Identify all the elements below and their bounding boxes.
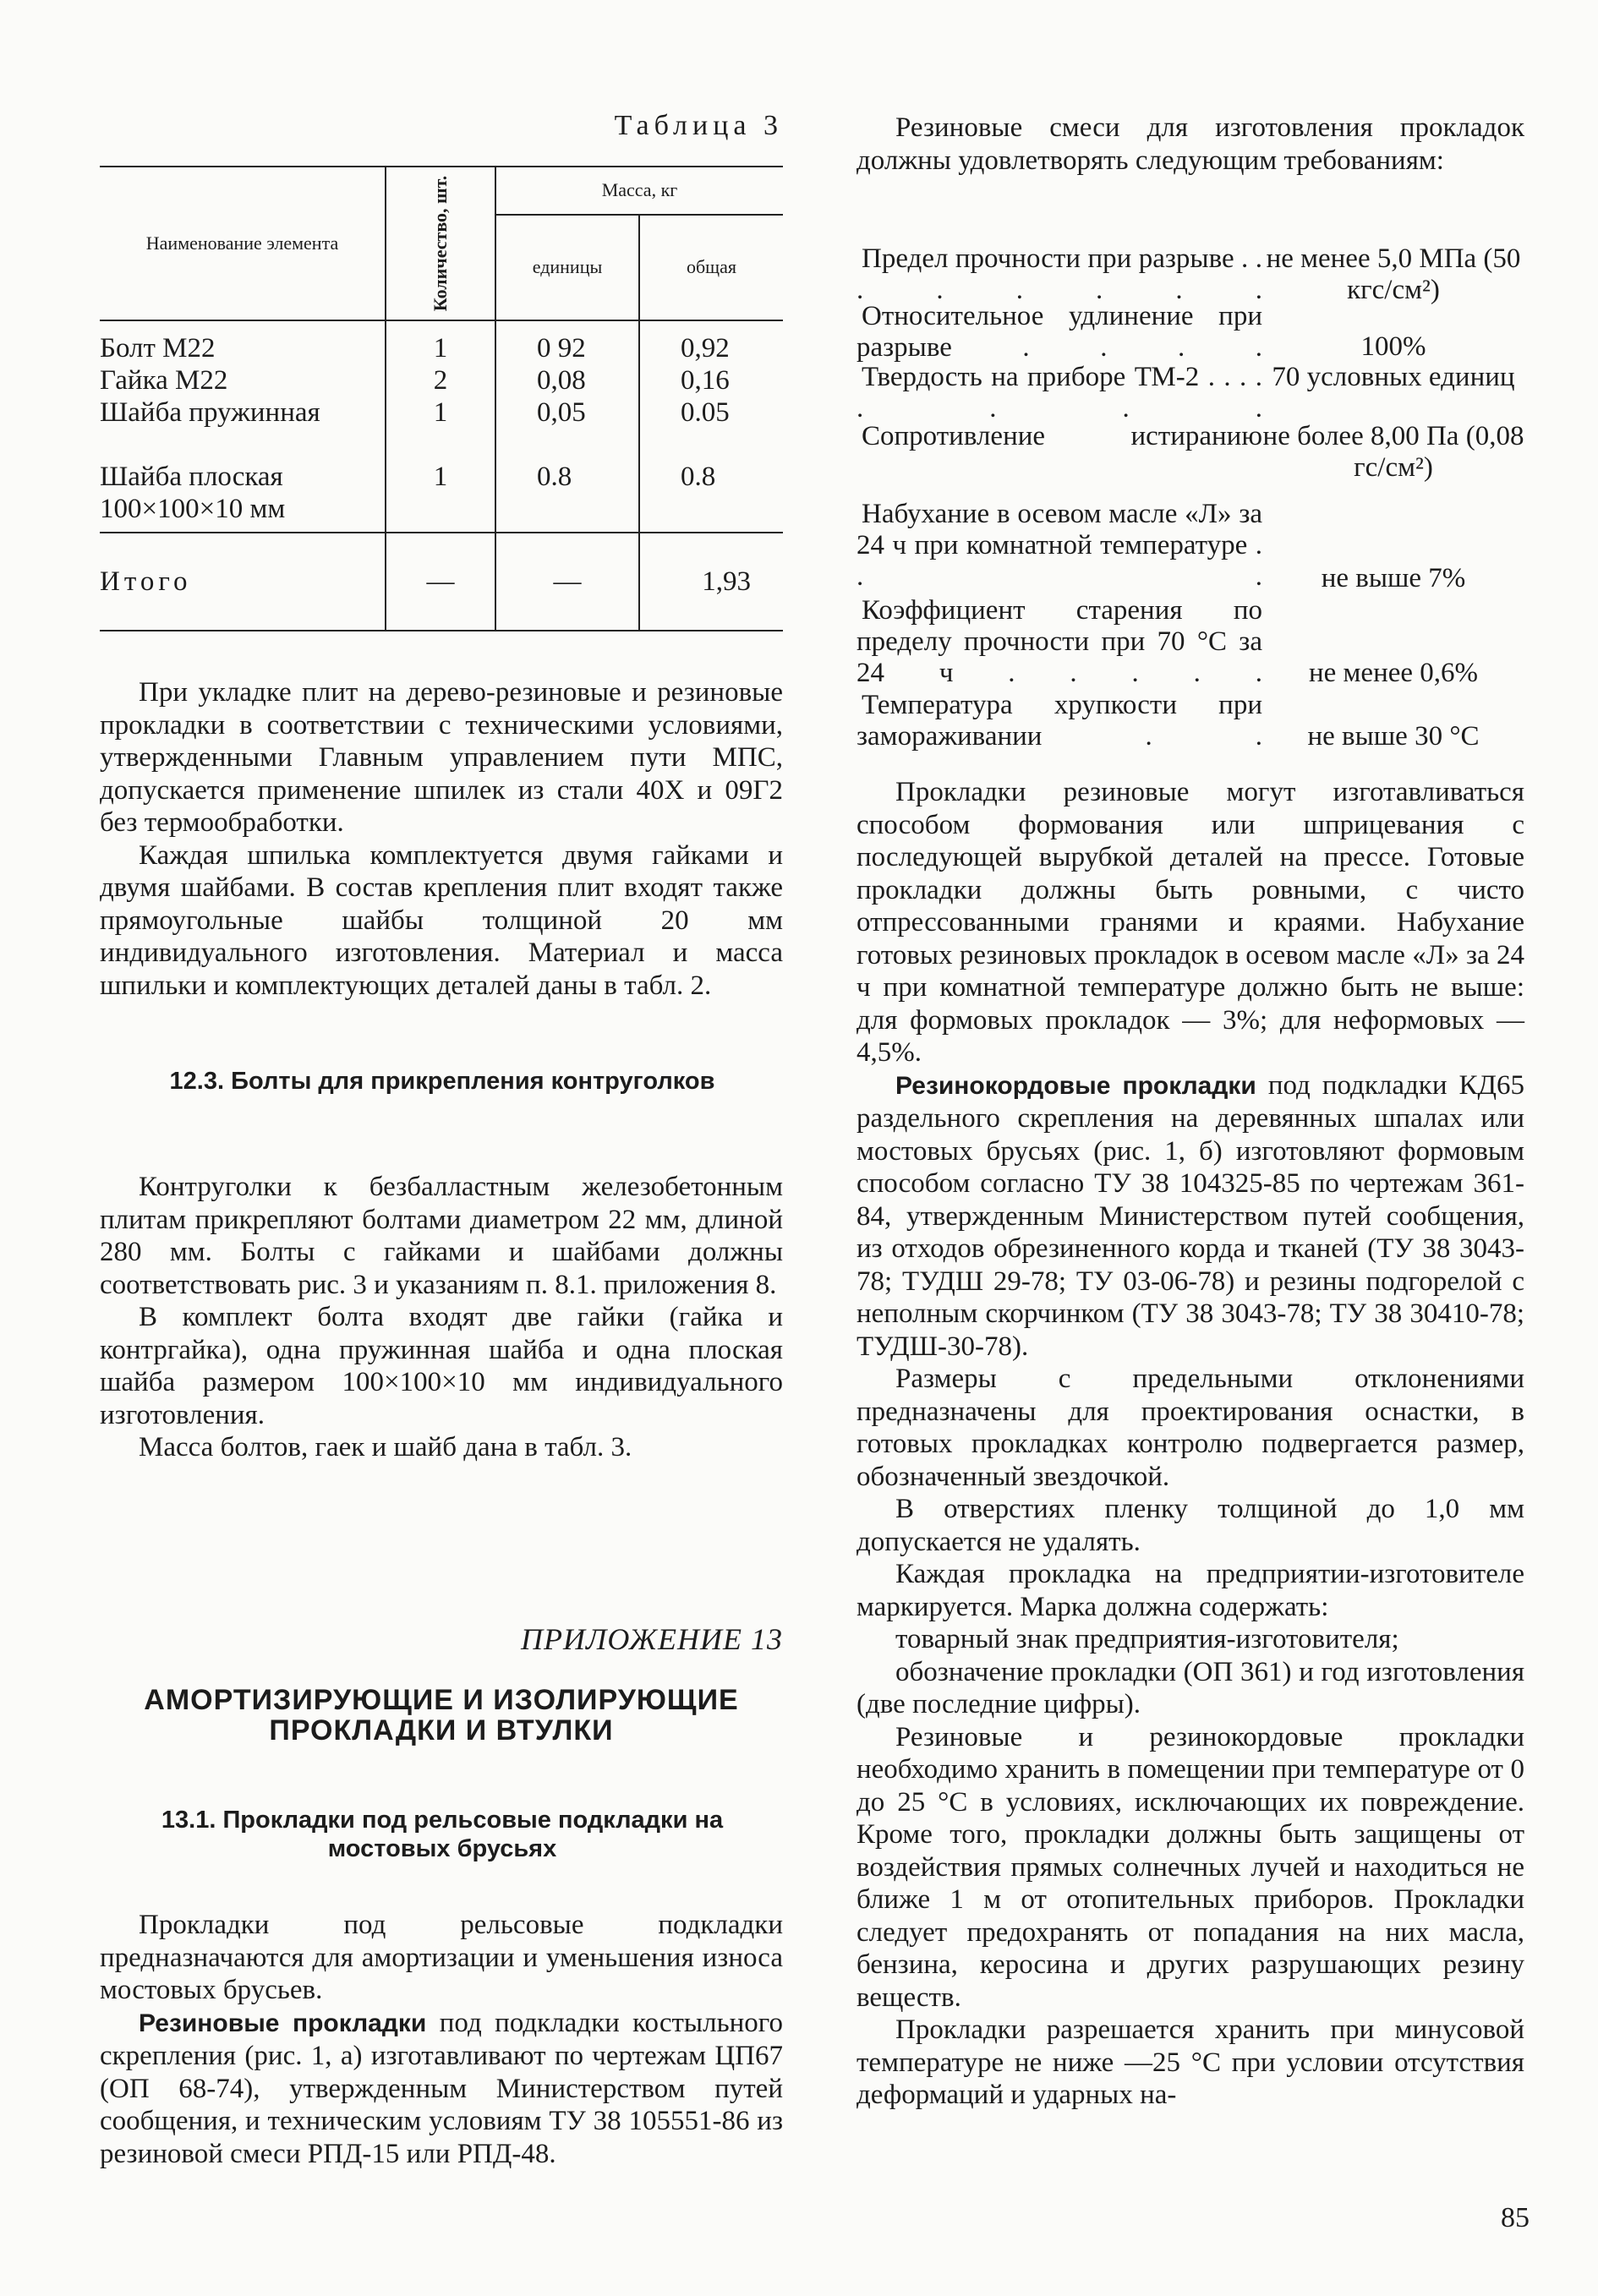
paragraph: Каждая шпилька комплектуется двумя гайками и двумя шайбами. В состав крепления плит входят также прямоугольные шайбы толщиной 20 мм индивидуального изготовления. Материал и масса шпильки и комплектующих деталей даны в табл. 2. <box>100 839 783 1001</box>
paragraph: Масса болтов, гаек и шайб дана в табл. 3. <box>139 1432 632 1462</box>
page-number: 85 <box>1501 2202 1530 2233</box>
table-row: Гайка М22 <box>100 364 228 396</box>
paragraph: Размеры с предельными отклонениями предназначены для проектирования оснастки, в готовых прокладках контролю подвергается размер, обозначенный звездочкой. <box>856 1364 1524 1492</box>
mass-table: Наименование элемента Количество, шт. Масса, кг единицы общая Болт М22 1 0 92 0,92 Гайка М22 2 0,08 0,16 Шайба пружинная 1 0,05 0.05 Шайба плоская 100×100×10 мм 1 0.8 0.8 Итого — — 1,93 <box>100 166 783 631</box>
paragraph: Прокладки разрешается хранить при минусовой температуре не ниже —25 °С при условии отсутствия деформаций и ударных на- <box>856 2014 1524 2110</box>
paragraph: Резиновые и резинокордовые прокладки необходимо хранить в помещении при температуре от 0 до 25 °С в условиях, исключающих их повреждение. Кроме того, прокладки должны быть защищены от воздействия прямых солнечных лучей и находиться не ближе 1 м от отопительных приборов. Прокладки следует предохранять от попадания на них масла, бензина, керосина и других разрушающих резину веществ. <box>856 1721 1524 2013</box>
paragraph: Резинокордовые прокладки под подкладки КД65 раздельного скрепления на деревянных шпалах или мостовых брусьях (рис. 1, б) изготовляют формовым способом согласно ТУ 38 104325-85 по чертежам 361-84, утвержденным Министерством путей сообщения, из отходов обрезиненного корда и тканей (ТУ 38 3043-78; ТУДШ 29-78; ТУ 03-06-78) и резины подгорелой с неполным скорчинком (ТУ 38 3043-78; ТУ 38 30410-78; ТУДШ-30-78). <box>856 1069 1524 1362</box>
requirement-row: Предел прочности при разрыве . . . . . . . . не менее 5,0 МПа (50 кгс/см²) <box>856 243 1521 305</box>
requirement-row: Коэффициент старения по пределу прочности при 70 °С за 24 ч . . . . . не менее 0,6% <box>856 595 1479 688</box>
paragraph: Прокладки резиновые могут изготавливаться способом формования или шприцевания с последующей вырубкой деталей на прессе. Готовые прокладки должны быть ровными, с чисто отпрессованными гранями и краями. Набухание готовых резиновых прокладок в осевом масле «Л» за 24 ч при комнатной температуре должно быть не выше: для формовых прокладок — 3%; для неформовых — 4,5%. <box>856 777 1524 1068</box>
paragraph: Резиновые прокладки под подкладки костыльного скрепления (рис. 1, а) изготавливают по чертежам ЦП67 (ОП 68-74), утвержденным Министерством путей сообщения, и техническим условиям ТУ 38 105551-86 из резиновой смеси РПД-15 или РПД-48. <box>100 2007 783 2169</box>
table-row: Шайба пружинная <box>100 397 320 428</box>
table-caption: Таблица 3 <box>614 110 783 141</box>
paragraph: В комплект болта входят две гайки (гайка и контргайка), одна пружинная шайба и одна плоская шайба размером 100×100×10 мм индивидуального изготовления. <box>100 1302 783 1430</box>
header-mass: Масса, кг <box>495 167 783 215</box>
paragraph: В отверстиях пленку толщиной до 1,0 мм допускается не удалять. <box>856 1494 1524 1557</box>
section-heading-13-1: 13.1. Прокладки под рельсовые подкладки на мостовых брусьях <box>161 1807 724 1862</box>
left-text-block <box>100 676 783 1002</box>
paragraph: товарный знак предприятия-изготовителя; <box>895 1624 1399 1654</box>
left-text-block-3 <box>100 1909 783 2170</box>
paragraph: Каждая прокладка на предприятии-изготовителе маркируется. Марка должна содержать: <box>856 1559 1524 1622</box>
table-row: Шайба плоская 100×100×10 мм <box>100 462 286 524</box>
paragraph: Прокладки под рельсовые подкладки предназначаются для амортизации и уменьшения износа мостовых брусьев. <box>100 1910 783 2005</box>
requirement-row: Сопротивление истиранию не более 8,00 Па (0,08 гс/см²) <box>862 421 1524 483</box>
header-count: Количество, шт. <box>386 167 495 320</box>
requirement-row: Температура хрупкости при замораживании . . не выше 30 °С <box>856 690 1480 752</box>
requirement-row: Относительное удлинение при разрыве . . . . 100% <box>856 301 1426 363</box>
paragraph: Контруголки к безбалластным железобетонным плитам прикрепляют болтами диаметром 22 мм, длиной 280 мм. Болты с гайками и шайбами должны соответствовать рис. 3 и указаниям п. 8.1. приложения 8. <box>100 1172 783 1300</box>
right-intro: Резиновые смеси для изготовления прокладок должны удовлетворять следующим требованиям: <box>856 112 1524 176</box>
header-unit: единицы <box>495 215 639 320</box>
header-total: общая <box>639 215 783 320</box>
right-text-block <box>856 776 1524 2112</box>
paragraph: При укладке плит на дерево-резиновые и резиновые прокладки в соответствии с техническими условиями, утвержденными Главным управлением пути МПС, допускается применение шпилек из стали 40Х и 09Г2 без термообработки. <box>100 677 783 838</box>
requirement-row: Набухание в осевом масле «Л» за 24 ч при комнатной температуре . . . не выше 7% <box>856 499 1466 593</box>
table-row: Болт М22 <box>100 333 216 364</box>
appendix-label: ПРИЛОЖЕНИЕ 13 <box>521 1622 783 1656</box>
left-text-block-2 <box>100 1171 783 1464</box>
header-name: Наименование элемента <box>100 167 386 320</box>
section-heading-12-3: 12.3. Болты для прикрепления контруголков <box>169 1068 715 1095</box>
table-total-row: Итого <box>100 566 192 597</box>
requirement-row: Твердость на приборе ТМ-2 . . . . . . . . 70 условных единиц <box>856 362 1515 424</box>
appendix-title: АМОРТИЗИРУЮЩИЕ И ИЗОЛИРУЮЩИЕ ПРОКЛАДКИ И ВТУЛКИ <box>144 1684 739 1747</box>
requirements-list <box>856 243 1524 752</box>
paragraph: обозначение прокладки (ОП 361) и год изготовления (две последние цифры). <box>856 1656 1524 1719</box>
